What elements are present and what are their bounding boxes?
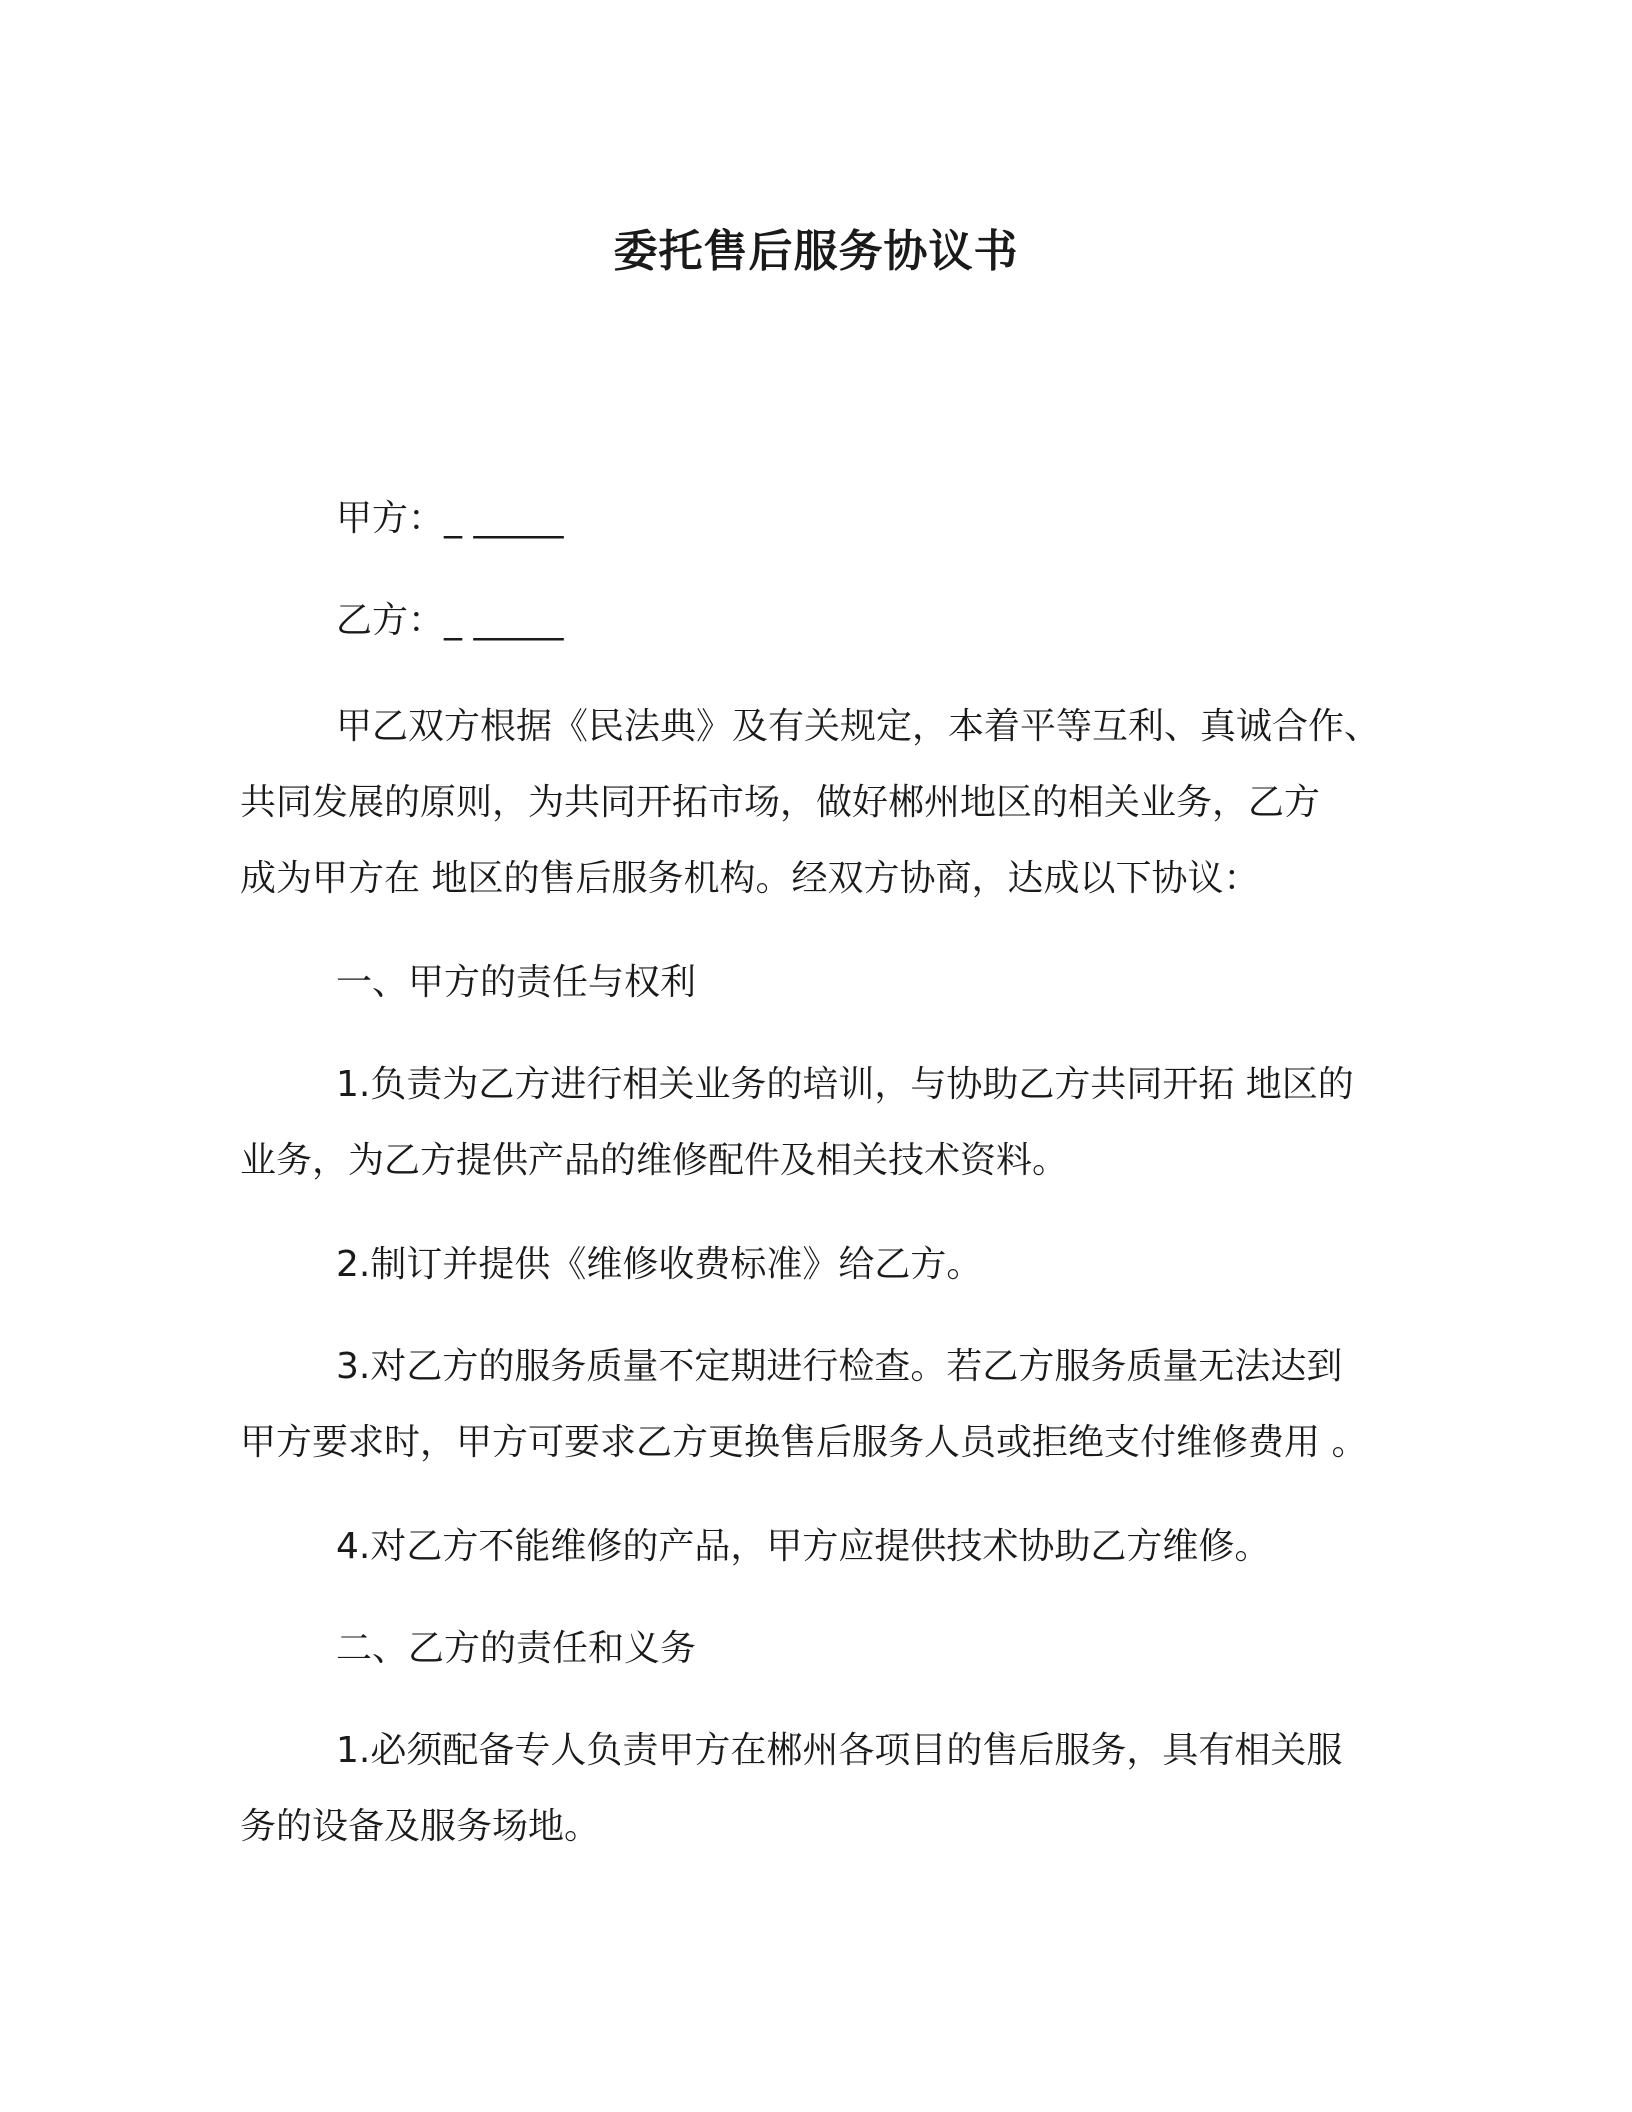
clause-1-2: 2.制订并提供《维修收费标准》给乙方。 [336,1244,983,1285]
party-b-line: 乙方：_ _____ [336,600,564,641]
clause-2-1-line-2: 务的设备及服务场地。 [240,1806,601,1847]
document-title: 委托售后服务协议书 [613,226,1019,277]
party-a-line: 甲方：_ _____ [336,498,564,539]
clause-1-1-line-1: 1.负责为乙方进行相关业务的培训，与协助乙方共同开拓 地区的 [336,1064,1354,1105]
preamble-line-2: 共同发展的原则，为共同开拓市场，做好郴州地区的相关业务，乙方 [240,782,1321,823]
clause-1-4: 4.对乙方不能维修的产品，甲方应提供技术协助乙方维修。 [336,1526,1271,1567]
clause-1-3-line-2: 甲方要求时，甲方可要求乙方更换售后服务人员或拒绝支付维修费用 。 [240,1422,1368,1463]
clause-2-1-line-1: 1.必须配备专人负责甲方在郴州各项目的售后服务，具有相关服 [336,1730,1343,1771]
section-heading-1: 一、甲方的责任与权利 [336,962,697,1003]
clause-1-1-line-2: 业务，为乙方提供产品的维修配件及相关技术资料。 [240,1140,1069,1181]
preamble-line-1: 甲乙双方根据《民法典》及有关规定，本着平等互利、真诚合作、 [336,706,1381,747]
clause-1-3-line-1: 3.对乙方的服务质量不定期进行检查。若乙方服务质量无法达到 [336,1346,1343,1387]
preamble-line-3: 成为甲方在 地区的售后服务机构。经双方协商，达成以下协议： [240,858,1260,899]
section-heading-2: 二、乙方的责任和义务 [336,1628,697,1669]
